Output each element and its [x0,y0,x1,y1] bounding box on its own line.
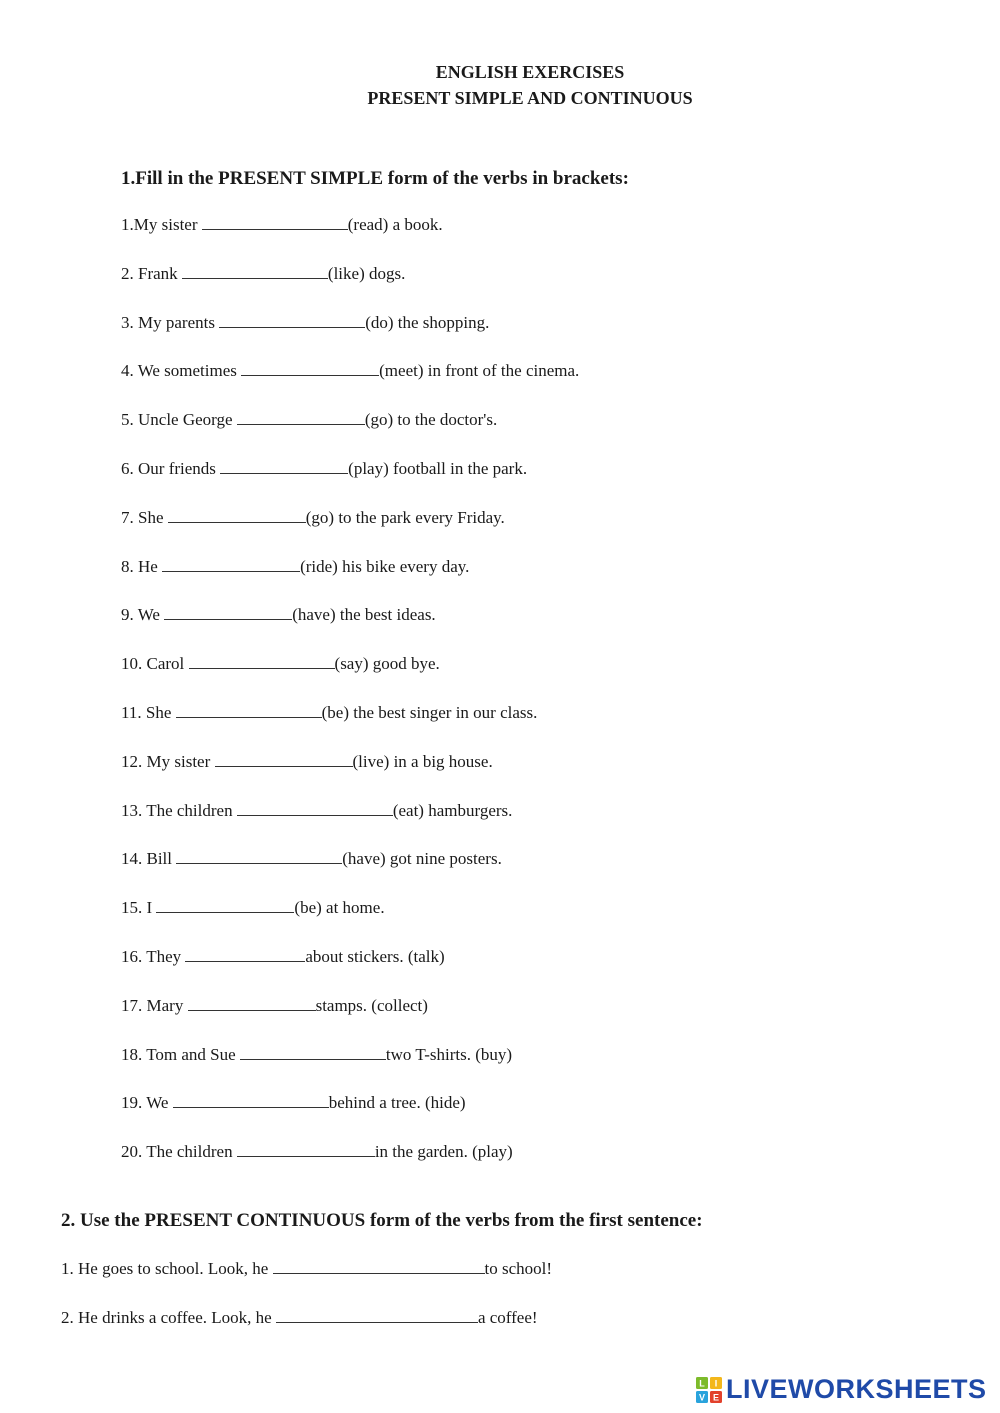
exercise-hint: (have) the best ideas. [292,605,436,625]
exercise-hint: (play) football in the park. [348,459,528,478]
svg-text:E: E [712,1392,720,1402]
exercise-prompt: 1.My sister [121,215,202,234]
answer-blank[interactable] [176,849,342,864]
exercise-prompt: 8. He [121,556,163,576]
answer-blank[interactable] [202,215,348,230]
exercise-item [121,557,469,577]
answer-blank[interactable] [276,1308,478,1323]
exercise-prompt: 14. Bill [121,849,177,869]
answer-blank[interactable] [237,1142,375,1157]
exercise-hint: (like) dogs. [327,263,406,283]
exercise-hint: behind a tree. (hide) [328,1093,466,1113]
exercise-prompt: 18. Tom and Sue [121,1044,240,1064]
answer-blank[interactable] [219,313,365,328]
svg-text:L: L [699,1378,705,1388]
svg-text:I: I [714,1378,718,1388]
exercise-hint: in the garden. (play) [374,1142,513,1162]
exercise-item [121,898,385,918]
exercise-prompt: 9. We [121,605,165,625]
answer-blank[interactable] [237,801,393,816]
exercise-prompt: 4. We sometimes [121,361,242,381]
answer-blank[interactable] [185,947,305,962]
logo-text: LIVEWORKSHEETS [726,1374,987,1404]
page-subtitle: PRESENT SIMPLE AND CONTINUOUS [367,88,693,108]
svg-text:V: V [698,1392,706,1402]
exercise-item [121,654,440,674]
exercise-item [121,1045,512,1065]
section-1-heading: 1.Fill in the PRESENT SIMPLE form of the verbs in brackets: [121,168,629,189]
exercise-item [121,508,505,528]
exercise-hint: stamps. (collect) [315,995,428,1015]
answer-blank[interactable] [156,898,294,913]
answer-blank[interactable] [168,508,306,523]
exercise-item [121,996,428,1016]
exercise-item [121,1093,466,1113]
exercise-item [121,264,405,284]
exercise-hint: (meet) in front of the cinema. [379,361,580,381]
liveworksheets-logo-icon [696,1377,722,1403]
answer-blank[interactable] [162,557,300,572]
exercise-hint: (live) in a big house. [352,751,493,771]
exercise-prompt: 20. The children [121,1142,237,1162]
answer-blank[interactable] [176,703,322,718]
exercise-item [121,313,489,333]
exercise-prompt: 19. We [121,1093,173,1113]
answer-blank[interactable] [273,1259,485,1274]
exercise-item [121,752,493,772]
exercise-prompt: 1. He goes to school. Look, he [61,1259,273,1278]
answer-blank[interactable] [240,1045,386,1060]
exercise-prompt: 11. She [121,703,176,722]
answer-blank[interactable] [164,605,292,620]
exercise-prompt: 6. Our friends [121,459,221,478]
answer-blank[interactable] [188,996,316,1011]
exercise-item [121,215,443,235]
exercise-hint: (do) the shopping. [365,312,490,332]
exercise-hint: (be) the best singer in our class. [321,703,538,722]
exercise-item [121,361,579,381]
exercise-prompt: 12. My sister [121,751,215,771]
answer-blank[interactable] [182,264,328,279]
exercise-prompt: 2. He drinks a coffee. Look, he [61,1308,276,1327]
exercise-prompt: 15. I [121,898,157,918]
exercise-hint: (be) at home. [294,898,385,918]
exercise-hint: a coffee! [477,1308,538,1327]
exercise-hint: to school! [484,1259,553,1278]
exercise-item [121,605,436,625]
answer-blank[interactable] [241,361,379,376]
answer-blank[interactable] [215,752,353,767]
exercise-prompt: 17. Mary [121,995,188,1015]
answer-blank[interactable] [237,410,365,425]
exercise-prompt: 16. They [121,947,186,966]
exercise-hint: (say) good bye. [334,654,440,674]
exercise-item [121,410,497,430]
exercise-prompt: 5. Uncle George [121,410,237,430]
exercise-hint: (read) a book. [347,215,443,234]
exercise-prompt: 13. The children [121,800,237,820]
exercise-item [121,459,527,479]
exercise-item [61,1308,538,1328]
exercise-item [121,849,502,869]
answer-blank[interactable] [220,459,348,474]
exercise-item [61,1259,552,1279]
exercise-prompt: 2. Frank [121,263,182,283]
exercise-item [121,947,445,967]
exercise-hint: (eat) hamburgers. [392,800,513,820]
exercise-hint: (ride) his bike every day. [300,556,470,576]
exercise-prompt: 7. She [121,507,168,527]
exercise-hint: (go) to the doctor's. [364,410,498,430]
liveworksheets-logo [696,1376,987,1403]
exercise-prompt: 10. Carol [121,654,189,674]
exercise-hint: two T-shirts. (buy) [385,1044,513,1064]
answer-blank[interactable] [173,1093,329,1108]
page-title: ENGLISH EXERCISES [435,62,625,82]
answer-blank[interactable] [189,654,335,669]
exercise-item [121,703,537,723]
exercise-hint: (have) got nine posters. [342,849,502,869]
section-2-heading: 2. Use the PRESENT CONTINUOUS form of the verbs from the first sentence: [61,1210,703,1231]
exercise-prompt: 3. My parents [121,312,220,332]
exercise-hint: about stickers. (talk) [305,947,445,966]
exercise-item [121,801,512,821]
exercise-hint: (go) to the park every Friday. [305,507,505,527]
exercise-item [121,1142,513,1162]
